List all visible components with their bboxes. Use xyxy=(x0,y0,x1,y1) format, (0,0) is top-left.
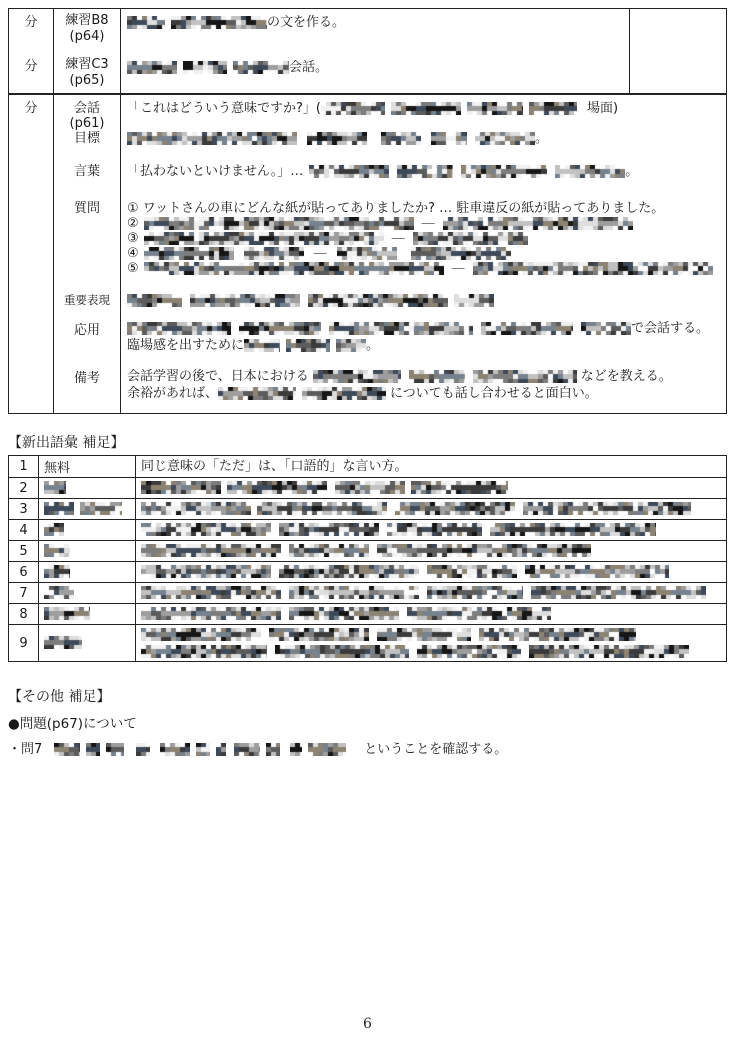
activity-page: (p65) xyxy=(69,73,105,88)
redacted-text xyxy=(269,628,369,641)
gap xyxy=(523,596,531,597)
redacted-text xyxy=(427,565,517,578)
redacted-text xyxy=(160,743,190,756)
text-run: ③ xyxy=(127,231,139,246)
redacted-text xyxy=(141,645,267,658)
text-run: 。 xyxy=(366,338,380,353)
gap xyxy=(231,331,239,332)
redacted-text xyxy=(321,102,385,115)
redacted-text xyxy=(473,370,577,383)
gap xyxy=(414,226,422,227)
text-run: 場面) xyxy=(586,101,619,116)
text-run: ― xyxy=(391,231,405,246)
gap xyxy=(300,303,308,304)
redacted-text xyxy=(309,165,389,178)
vocab-heading: 【新出語彙 補足】 xyxy=(8,435,125,451)
redacted-text xyxy=(335,481,405,494)
gap xyxy=(515,512,523,513)
vocab-description xyxy=(136,499,727,520)
redacted-text xyxy=(239,322,321,335)
redacted-text xyxy=(127,61,177,74)
vocab-row xyxy=(9,625,727,662)
vocab-description-line xyxy=(141,564,721,581)
text-run: ― xyxy=(313,246,327,261)
redacted-text xyxy=(461,165,547,178)
other-heading: 【その他 補足】 xyxy=(8,689,111,705)
redacted-text xyxy=(302,387,386,400)
gap xyxy=(346,752,364,753)
lesson-table xyxy=(8,8,727,414)
redacted-text xyxy=(529,645,689,658)
redacted-text xyxy=(266,743,280,756)
redacted-text xyxy=(257,502,387,515)
vocab-word xyxy=(39,499,136,520)
vocab-number: 2 xyxy=(9,478,39,499)
row-label-kaiwa: 会話 xyxy=(73,101,100,116)
redacted-text xyxy=(144,232,384,245)
redacted-text xyxy=(479,628,636,641)
gap xyxy=(42,752,54,753)
minutes-label: 分 xyxy=(24,59,38,74)
vocab-description xyxy=(136,562,727,583)
gap xyxy=(482,533,490,534)
redacted-text xyxy=(127,322,231,335)
redacted-text xyxy=(431,132,467,145)
text-run: などを教える。 xyxy=(580,369,672,384)
redacted-text xyxy=(141,481,221,494)
row-label-page: (p61) xyxy=(69,116,105,131)
redacted-text xyxy=(144,262,444,275)
minutes-column xyxy=(9,9,54,93)
redacted-text xyxy=(475,132,535,145)
words-line xyxy=(127,164,724,179)
vocab-row xyxy=(9,604,727,625)
row-label-kotoba: 言葉 xyxy=(73,164,100,179)
question-7-line xyxy=(8,738,507,757)
gap xyxy=(261,637,269,638)
gap xyxy=(226,752,234,753)
gap xyxy=(327,256,337,257)
vocab-row xyxy=(9,520,727,541)
application-line-2 xyxy=(127,338,724,353)
activity-column xyxy=(54,9,121,93)
redacted-text xyxy=(387,523,482,536)
redacted-text xyxy=(144,247,234,260)
redacted-text xyxy=(411,247,511,260)
gap xyxy=(281,554,289,555)
redacted-text xyxy=(289,607,399,620)
redacted-text xyxy=(141,586,281,599)
redacted-text xyxy=(279,523,379,536)
gap xyxy=(467,141,475,142)
gap xyxy=(444,271,452,272)
vocab-description xyxy=(136,456,727,478)
gap xyxy=(280,752,290,753)
text-run: 。 xyxy=(535,131,549,146)
vocab-description xyxy=(136,520,727,541)
gap xyxy=(182,303,190,304)
intro-line xyxy=(127,101,724,116)
gap xyxy=(421,141,431,142)
redacted-text xyxy=(329,322,473,335)
redacted-text xyxy=(127,16,165,29)
redacted-text xyxy=(127,132,297,145)
gap xyxy=(401,379,409,380)
content-line xyxy=(127,60,627,75)
vocab-row xyxy=(9,583,727,604)
question-1 xyxy=(127,201,724,216)
application-line-1 xyxy=(127,321,724,336)
text-run: ― xyxy=(421,216,435,231)
vocab-table xyxy=(8,455,727,662)
redacted-text xyxy=(141,544,281,557)
vocab-word xyxy=(39,583,136,604)
activity-page: (p64) xyxy=(69,29,105,44)
vocab-word xyxy=(39,456,136,478)
redacted-text xyxy=(44,502,74,515)
text-run: ・問7 xyxy=(8,742,43,757)
redacted-text xyxy=(275,645,409,658)
redacted-text xyxy=(377,544,591,557)
redacted-text xyxy=(54,743,80,756)
redacted-text xyxy=(141,607,281,620)
text-run: 無料 xyxy=(44,461,71,476)
gap xyxy=(304,256,314,257)
gap xyxy=(124,752,136,753)
practice-section xyxy=(9,9,726,95)
gap xyxy=(465,379,473,380)
redacted-text xyxy=(289,544,369,557)
vocab-row xyxy=(9,456,727,478)
redacted-text xyxy=(308,743,346,756)
redacted-text xyxy=(407,607,551,620)
note-line-2 xyxy=(127,386,724,401)
text-run: ① ワットさんの車にどんな紙が貼ってありましたか? … 駐車違反の紙が貼ってありました。 xyxy=(127,201,665,216)
gap xyxy=(327,491,335,492)
key-expression-line xyxy=(127,293,724,308)
gap xyxy=(281,617,289,618)
redacted-text xyxy=(233,61,289,74)
goal-line xyxy=(127,131,724,146)
gap xyxy=(419,575,427,576)
text-run: についても話し合わせると面白い。 xyxy=(390,386,598,401)
redacted-text xyxy=(286,339,330,352)
vocab-description-line xyxy=(141,501,721,518)
redacted-text xyxy=(529,102,577,115)
vocab-word xyxy=(39,478,136,499)
text-run: ② xyxy=(127,216,139,231)
gap xyxy=(453,174,461,175)
redacted-text xyxy=(336,339,366,352)
gap xyxy=(297,141,307,142)
row-label-shitsumon: 質問 xyxy=(73,201,100,216)
redacted-text xyxy=(581,322,631,335)
minutes-column xyxy=(9,95,54,413)
redacted-text xyxy=(44,544,70,557)
redacted-text xyxy=(289,586,419,599)
redacted-text xyxy=(290,743,302,756)
gap xyxy=(234,256,244,257)
note-line-1 xyxy=(127,369,724,384)
text-run: 「これはどういう意味ですか?」( xyxy=(127,101,321,116)
vocab-description xyxy=(136,625,727,662)
redacted-text xyxy=(531,586,706,599)
activity-name: 練習C3 xyxy=(65,57,109,72)
gap xyxy=(271,533,279,534)
conversation-content-column xyxy=(121,95,726,413)
gap xyxy=(321,331,329,332)
redacted-text xyxy=(44,636,82,649)
vocab-description-line xyxy=(141,585,721,602)
content-line xyxy=(127,15,627,30)
gap xyxy=(419,596,427,597)
gap xyxy=(517,575,525,576)
gap xyxy=(369,637,377,638)
redacted-text xyxy=(523,502,691,515)
redacted-text xyxy=(80,502,122,515)
redacted-text xyxy=(413,232,528,245)
gap xyxy=(435,226,443,227)
gap xyxy=(473,331,481,332)
row-label-juyohyogen: 重要表現 xyxy=(64,293,110,307)
gap xyxy=(389,174,397,175)
vocab-description-line xyxy=(141,543,721,560)
question-3 xyxy=(127,231,724,246)
vocab-row xyxy=(9,499,727,520)
redacted-text xyxy=(308,294,448,307)
vocab-number: 5 xyxy=(9,541,39,562)
redacted-text xyxy=(127,294,182,307)
text-run: ⑤ xyxy=(127,261,139,276)
text-run: 「払わないといけません。」… xyxy=(127,164,304,179)
redacted-text xyxy=(391,102,461,115)
redacted-text xyxy=(136,743,150,756)
practice-content-column xyxy=(121,9,630,93)
gap xyxy=(397,256,411,257)
redacted-text xyxy=(244,247,304,260)
vocab-row xyxy=(9,562,727,583)
vocab-description xyxy=(136,478,727,499)
vocab-number: 7 xyxy=(9,583,39,604)
vocab-description-line xyxy=(141,522,721,539)
redacted-text xyxy=(44,565,70,578)
minutes-label: 分 xyxy=(24,15,38,30)
redacted-text xyxy=(473,262,713,275)
redacted-text xyxy=(44,607,90,620)
redacted-text xyxy=(279,565,419,578)
redacted-text xyxy=(481,322,573,335)
redacted-text xyxy=(141,502,251,515)
gap xyxy=(384,241,392,242)
activity-label xyxy=(54,13,120,45)
text-run: の文を作る。 xyxy=(267,15,346,30)
gap xyxy=(281,596,289,597)
redacted-text xyxy=(44,586,74,599)
row-label-column xyxy=(54,95,121,413)
redacted-text xyxy=(86,743,100,756)
empty-column xyxy=(630,9,726,93)
gap xyxy=(547,174,555,175)
redacted-text xyxy=(141,523,271,536)
vocab-description xyxy=(136,541,727,562)
redacted-text xyxy=(44,523,64,536)
redacted-text xyxy=(307,132,367,145)
gap xyxy=(367,141,381,142)
text-run: 会話学習の後で、日本における xyxy=(127,369,309,384)
redacted-text xyxy=(141,565,271,578)
vocab-row xyxy=(9,541,727,562)
redacted-text xyxy=(234,743,260,756)
gap xyxy=(577,111,587,112)
redacted-text xyxy=(411,481,508,494)
gap xyxy=(150,752,160,753)
vocab-description xyxy=(136,604,727,625)
row-label-biko: 備考 xyxy=(73,371,100,386)
text-run: 同じ意味の「ただ」は、「口語的」な言い方。 xyxy=(141,459,408,474)
redacted-text xyxy=(525,565,669,578)
vocab-word xyxy=(39,625,136,662)
gap xyxy=(521,654,529,655)
redacted-text xyxy=(196,743,210,756)
text-run: ― xyxy=(451,261,465,276)
gap xyxy=(379,533,387,534)
vocab-word xyxy=(39,604,136,625)
vocab-number: 3 xyxy=(9,499,39,520)
redacted-text xyxy=(227,481,327,494)
redacted-text xyxy=(555,165,625,178)
redacted-text xyxy=(190,294,300,307)
vocab-number: 6 xyxy=(9,562,39,583)
activity-name: 練習B8 xyxy=(65,13,109,28)
page-number: 6 xyxy=(363,1016,372,1032)
text-run: 。 xyxy=(625,164,639,179)
redacted-text xyxy=(313,370,401,383)
text-run: ということを確認する。 xyxy=(364,742,508,757)
redacted-text xyxy=(427,586,523,599)
gap xyxy=(465,271,473,272)
redacted-text xyxy=(490,523,656,536)
redacted-text xyxy=(141,628,261,641)
gap xyxy=(471,637,479,638)
vocab-number: 4 xyxy=(9,520,39,541)
vocab-number: 8 xyxy=(9,604,39,625)
redacted-text xyxy=(106,743,124,756)
gap xyxy=(573,331,581,332)
gap xyxy=(387,512,395,513)
activity-label xyxy=(54,57,120,89)
vocab-word xyxy=(39,541,136,562)
vocab-description xyxy=(136,583,727,604)
text-run: で会話する。 xyxy=(631,321,710,336)
gap xyxy=(405,241,413,242)
vocab-number: 9 xyxy=(9,625,39,662)
redacted-text xyxy=(183,61,227,74)
question-4 xyxy=(127,246,724,261)
vocab-description-line xyxy=(141,480,721,497)
conversation-section xyxy=(9,95,726,413)
redacted-text xyxy=(377,628,471,641)
redacted-text xyxy=(409,370,465,383)
vocab-description-line xyxy=(141,458,721,475)
gap xyxy=(271,575,279,576)
vocab-body xyxy=(9,456,727,662)
redacted-text xyxy=(467,102,523,115)
vocab-row xyxy=(9,478,727,499)
vocab-description-line xyxy=(141,643,721,660)
gap xyxy=(399,617,407,618)
redacted-text xyxy=(144,217,414,230)
redacted-text xyxy=(44,481,66,494)
redacted-text xyxy=(443,217,633,230)
vocab-word xyxy=(39,562,136,583)
redacted-text xyxy=(244,339,280,352)
redacted-text xyxy=(397,165,453,178)
vocab-word xyxy=(39,520,136,541)
minutes-label: 分 xyxy=(24,101,38,116)
text-run: 会話。 xyxy=(289,60,329,75)
row-label-oyo: 応用 xyxy=(73,323,100,338)
gap xyxy=(267,654,275,655)
gap xyxy=(409,654,417,655)
redacted-text xyxy=(381,132,421,145)
redacted-text xyxy=(218,387,296,400)
problem-p67-subheading: ●問題(p67)について xyxy=(8,716,137,732)
redacted-text xyxy=(395,502,515,515)
redacted-text xyxy=(171,16,267,29)
redacted-text xyxy=(216,743,226,756)
row-label-mokuhyo: 目標 xyxy=(73,131,100,146)
text-run: 臨場感を出すために xyxy=(127,338,245,353)
redacted-text xyxy=(454,294,494,307)
question-2 xyxy=(127,216,724,231)
redacted-text xyxy=(417,645,521,658)
redacted-text xyxy=(337,247,397,260)
question-5 xyxy=(127,261,724,276)
vocab-description-line xyxy=(141,626,721,643)
vocab-number: 1 xyxy=(9,456,39,478)
vocab-description-line xyxy=(141,606,721,623)
gap xyxy=(369,554,377,555)
text-run: ④ xyxy=(127,246,139,261)
text-run: 余裕があれば、 xyxy=(127,386,219,401)
